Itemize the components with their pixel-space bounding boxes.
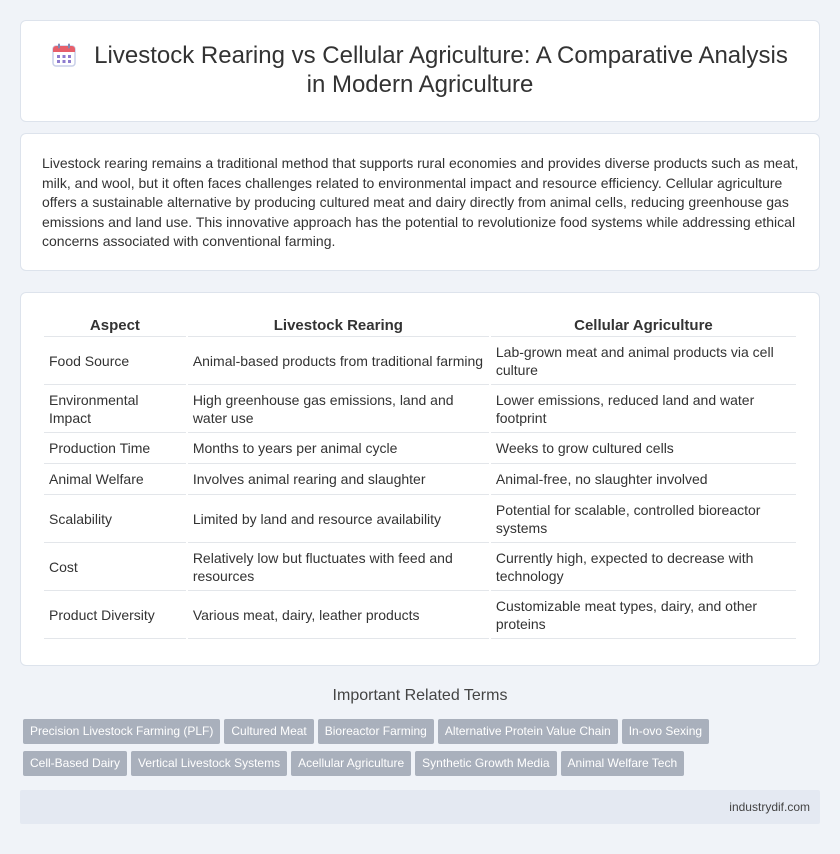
header-card <box>20 20 820 122</box>
table-row <box>44 337 796 385</box>
tag-animal-welfare-tech[interactable]: Animal Welfare Tech <box>561 751 685 776</box>
table-row <box>44 591 796 639</box>
cellular-cell: Lower emissions, reduced land and water footprint <box>491 385 796 433</box>
aspect-cell: Animal Welfare <box>44 464 186 495</box>
cellular-cell: Currently high, expected to decrease with technology <box>491 543 796 591</box>
comparison-card <box>20 292 820 666</box>
livestock-cell: Relatively low but fluctuates with feed and resources <box>188 543 489 591</box>
footer-site-link[interactable]: industrydif.com <box>729 800 810 814</box>
tag-precision-livestock-farming[interactable]: Precision Livestock Farming (PLF) <box>23 719 220 744</box>
tag-vertical-livestock-systems[interactable]: Vertical Livestock Systems <box>131 751 287 776</box>
tag-row <box>23 719 823 751</box>
aspect-cell: Scalability <box>44 495 186 543</box>
calendar-icon <box>52 43 76 67</box>
cellular-cell: Potential for scalable, controlled bioreactor systems <box>491 495 796 543</box>
tag-bioreactor-farming[interactable]: Bioreactor Farming <box>318 719 434 744</box>
table-row <box>44 385 796 433</box>
tag-row <box>23 751 823 783</box>
related-terms-tags <box>23 719 823 783</box>
tag-cell-based-dairy[interactable]: Cell-Based Dairy <box>23 751 127 776</box>
tag-acellular-agriculture[interactable]: Acellular Agriculture <box>291 751 411 776</box>
aspect-cell: Environmental Impact <box>44 385 186 433</box>
intro-paragraph: Livestock rearing remains a traditional method that supports rural economies and provides diverse products such as meat, milk, and wool, but it often faces challenges related to environmental impact and resource efficiency. Cellular agriculture offers a sustainable alternative by producing cultured meat and dairy directly from animal cells, reducing greenhouse gas emissions and land use. This innovative approach has the potential to revolutionize food systems while addressing ethical concerns associated with conventional farming. <box>42 155 799 249</box>
header-livestock: Livestock Rearing <box>188 315 489 337</box>
livestock-cell: Months to years per animal cycle <box>188 433 489 464</box>
intro-card <box>20 133 820 271</box>
footer <box>20 790 820 824</box>
livestock-cell: Limited by land and resource availability <box>188 495 489 543</box>
livestock-cell: High greenhouse gas emissions, land and water use <box>188 385 489 433</box>
tag-alternative-protein-value-chain[interactable]: Alternative Protein Value Chain <box>438 719 618 744</box>
tag-in-ovo-sexing[interactable]: In-ovo Sexing <box>622 719 709 744</box>
aspect-cell: Food Source <box>44 337 186 385</box>
livestock-cell: Various meat, dairy, leather products <box>188 591 489 639</box>
table-row <box>44 464 796 495</box>
cellular-cell: Animal-free, no slaughter involved <box>491 464 796 495</box>
cellular-cell: Customizable meat types, dairy, and other proteins <box>491 591 796 639</box>
table-row <box>44 543 796 591</box>
aspect-cell: Product Diversity <box>44 591 186 639</box>
header-cellular: Cellular Agriculture <box>491 315 796 337</box>
comparison-table <box>42 315 798 639</box>
tag-cultured-meat[interactable]: Cultured Meat <box>224 719 313 744</box>
page-title <box>51 41 789 99</box>
table-row <box>44 495 796 543</box>
table-header-row <box>44 315 796 337</box>
aspect-cell: Production Time <box>44 433 186 464</box>
cellular-cell: Lab-grown meat and animal products via cell culture <box>491 337 796 385</box>
related-terms-title: Important Related Terms <box>332 687 508 704</box>
livestock-cell: Involves animal rearing and slaughter <box>188 464 489 495</box>
page-title-text: Livestock Rearing vs Cellular Agriculture: A Comparative Analysis in Modern Agriculture <box>94 42 788 98</box>
table-row <box>44 433 796 464</box>
tag-synthetic-growth-media[interactable]: Synthetic Growth Media <box>415 751 556 776</box>
livestock-cell: Animal-based products from traditional farming <box>188 337 489 385</box>
aspect-cell: Cost <box>44 543 186 591</box>
cellular-cell: Weeks to grow cultured cells <box>491 433 796 464</box>
header-aspect: Aspect <box>44 315 186 337</box>
